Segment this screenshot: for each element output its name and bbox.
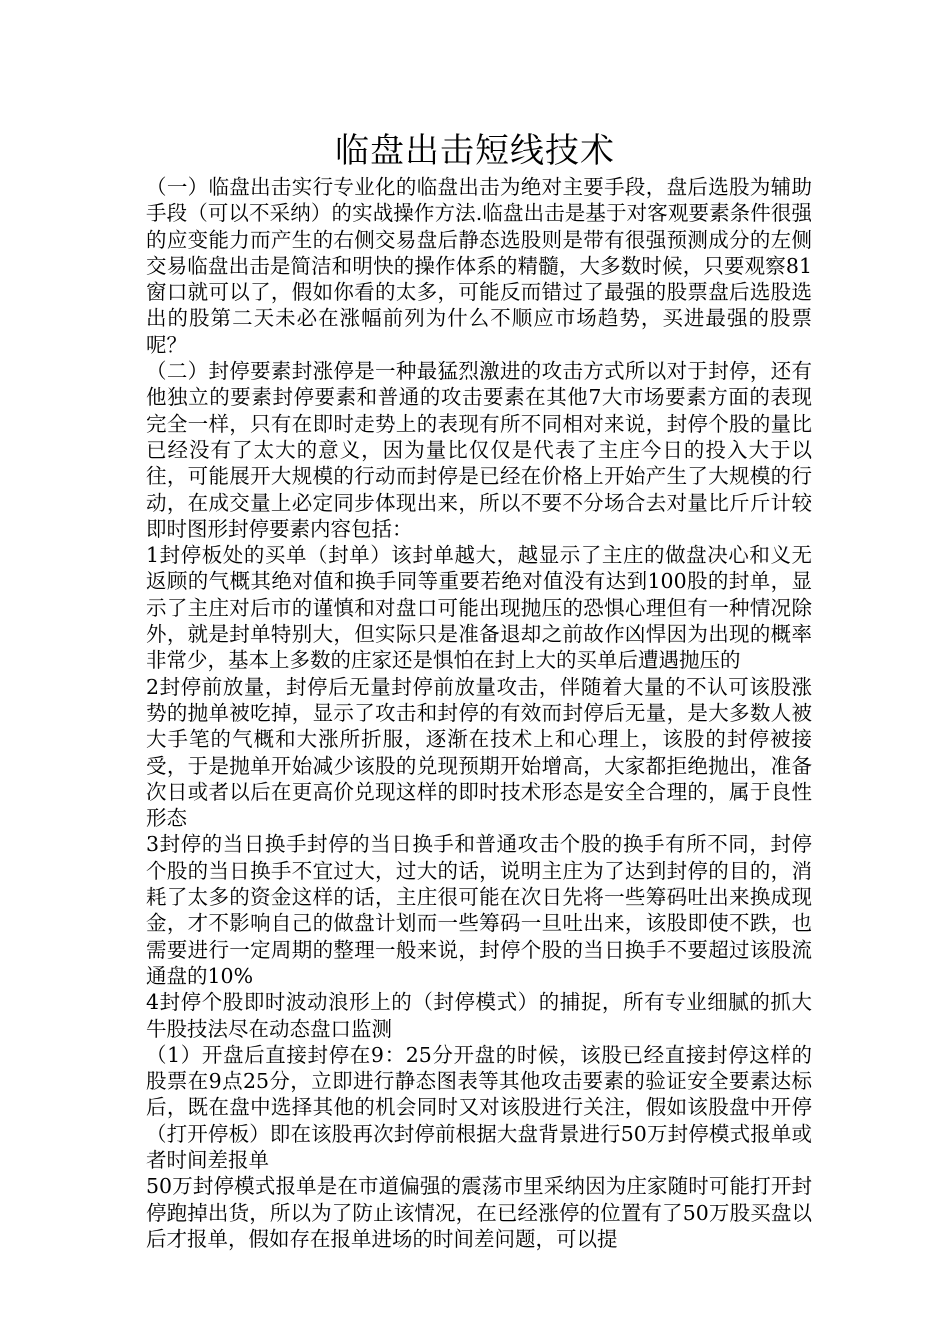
paragraph-6: 4封停个股即时波动浪形上的（封停模式）的捕捉，所有专业细腻的抓大牛股技法尽在动态盘口监测 bbox=[146, 990, 812, 1041]
paragraph-1: （一）临盘出击实行专业化的临盘出击为绝对主要手段，盘后选股为辅助手段（可以不采纳）的实战操作方法.临盘出击是基于对客观要素条件很强的应变能力而产生的右侧交易盘后静态选股则是带有很强预测成分的左侧交易临盘出击是简洁和明快的操作体系的精髓，大多数时候，只要观察81窗口就可以了，假如你看的太多，可能反而错过了最强的股票盘后选股选出的股第二天未必在涨幅前列为什么不顺应市场趋势，买进最强的股票呢？ bbox=[146, 175, 812, 357]
paragraph-5: 3封停的当日换手封停的当日换手和普通攻击个股的换手有所不同，封停个股的当日换手不宜过大，过大的话，说明主庄为了达到封停的目的，消耗了太多的资金这样的话，主庄很可能在次日先将一些筹码吐出来换成现金，才不影响自己的做盘计划而一些筹码一旦吐出来，该股即使不跌，也需要进行一定周期的整理一般来说，封停个股的当日换手不要超过该股流通盘的10% bbox=[146, 832, 812, 988]
document-title: 临盘出击短线技术 bbox=[335, 131, 615, 171]
paragraph-2: （二）封停要素封涨停是一种最猛烈激进的攻击方式所以对于封停，还有他独立的要素封停要素和普通的攻击要素在其他7大市场要素方面的表现完全一样，只有在即时走势上的表现有所不同相对来说，封停个股的量比已经没有了太大的意义，因为量比仅仅是代表了主庄今日的投入大于以往，可能展开大规模的行动而封停是已经在价格上开始产生了大规模的行动，在成交量上必定同步体现出来，所以不要不分场合去对量比斤斤计较即时图形封停要素内容包括： bbox=[146, 359, 812, 541]
paragraph-4: 2封停前放量，封停后无量封停前放量攻击，伴随着大量的不认可该股涨势的抛单被吃掉，显示了攻击和封停的有效而封停后无量，是大多数人被大手笔的气概和大涨所折服，逐渐在技术上和心理上，该股的封停被接受，于是抛单开始减少该股的兑现预期开始增高，大家都拒绝抛出，准备次日或者以后在更高价兑现这样的即时技术形态是安全合理的，属于良性形态 bbox=[146, 674, 812, 831]
paragraph-3: 1封停板处的买单（封单）该封单越大，越显示了主庄的做盘决心和义无返顾的气概其绝对值和换手同等重要若绝对值没有达到100股的封单，显示了主庄对后市的谨慎和对盘口可能出现抛压的恐惧心理但有一种情况除外，就是封单特别大，但实际只是准备退却之前故作凶悍因为出现的概率非常少，基本上多数的庄家还是惧怕在封上大的买单后遭遇抛压的 bbox=[146, 543, 812, 673]
paragraph-8: 50万封停模式报单是在市道偏强的震荡市里采纳因为庄家随时可能打开封停跑掉出货，所以为了防止该情况，在已经涨停的位置有了50万股买盘以后才报单，假如存在报单进场的时间差问题，可以提 bbox=[146, 1174, 812, 1251]
document-body bbox=[146, 174, 812, 1252]
paragraph-7: （1）开盘后直接封停在9：25分开盘的时候，该股已经直接封停这样的股票在9点25分，立即进行静态图表等其他攻击要素的验证安全要素达标后，既在盘中选择其他的机会同时又对该股进行关注，假如该股盘中开停（打开停板）即在该股再次封停前根据大盘背景进行50万封停模式报单或者时间差报单 bbox=[146, 1042, 812, 1172]
